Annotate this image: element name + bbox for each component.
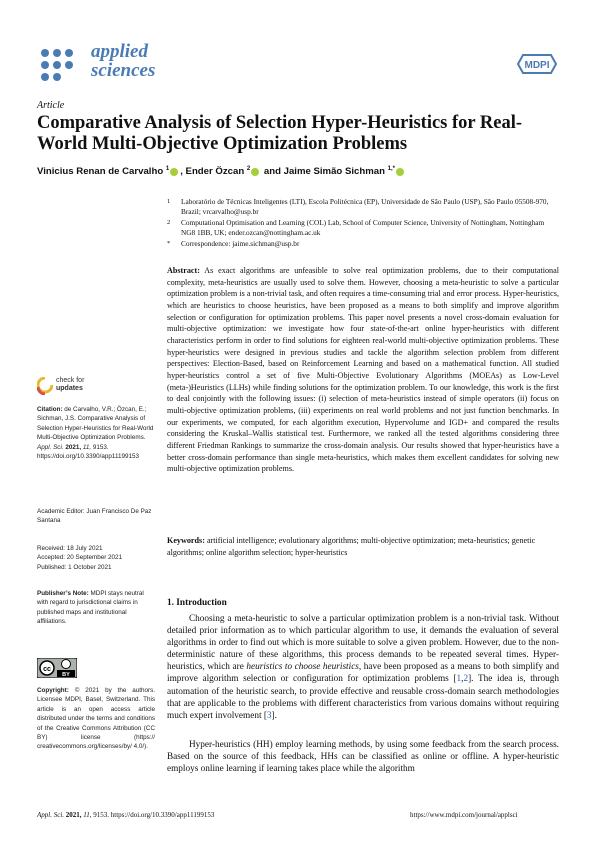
author-affiliation-mark: 2	[246, 166, 251, 172]
affiliation-mark: 2	[167, 219, 171, 226]
orcid-icon[interactable]	[396, 168, 404, 176]
citation-link[interactable]: 1	[456, 674, 462, 685]
dates	[37, 544, 155, 572]
citation-text: de Carvalho, V.R.; Özcan, E.; Sichman, J.S. Comparative Analysis of Selection Hyper-Heuristics for Real-World Multi-Objective Optimization Problems.	[37, 406, 154, 442]
mdpi-logo	[517, 53, 557, 75]
citation-link[interactable]: 2	[463, 674, 469, 685]
received-date: Received: 18 July 2021	[37, 545, 103, 552]
intro-paragraph-2	[167, 739, 559, 775]
published-date: Published: 1 October 2021	[37, 563, 112, 571]
footer-doi[interactable]: 9153. https://doi.org/10.3390/app11199153	[93, 811, 215, 819]
check-line2: updates	[56, 385, 83, 392]
copyright-block	[37, 686, 155, 752]
abstract	[167, 265, 559, 475]
editor-name: Juan Francisco De Paz Santana	[37, 508, 152, 525]
author-name[interactable]: Ender Özcan	[185, 166, 245, 178]
journal-name-line1: applied	[91, 41, 148, 62]
academic-editor	[37, 507, 155, 526]
footer-citation	[37, 811, 214, 819]
publisher-note	[37, 589, 155, 627]
abstract-text: As exact algorithms are unfeasible to solve real optimization problems, due to their computational complexity, meta-heuristics are usually used to solve them. However, choosing a meta-heuristic to solve a particular optimization problem is a non-trivial task, and often requires a time-consuming trial and error process. Hyper-heuristics, which are heuristics to choose heuristics, have been proposed as a means to both simplify and improve algorithm selection or configuration for optimization problems. This paper novel presents a novel cross-domain evaluation for multi-objective optimization: we investigate how four state-of-the-art online hyper-heuristics with different characteristics perform in order to find solutions for eighteen real-world multi-objective optimization problems. These hyper-heuristics were designed in previous studies and tackle the algorithm selection problem from different perspectives: Election-Based, based on Reinforcement Learning and based on a mathematical function. All studied hyper-heuristics control a set of five Multi-Objective Evolutionary Algorithms (MOEAs) as Low-Level (meta-)Heuristics (LLHs) while finding solutions for the optimization problem. To our knowledge, this work is the first to deal conjointly with the following issues: (i) selection of meta-heuristics instead of simple operators (ii) focus on multi-objective optimization problems, (iii) experiments on real world problems and not just function benchmarks. In our experiments, we computed, for each algorithm execution, Hypervolume and IGD+ and compared the results considering the Kruskal–Wallis statistical test. Furthermore, we ranked all the tested algorithms considering three different Friedman Rankings to summarize the cross-domain analysis. Our results showed that hyper-heuristics have a better cross-domain performance than single meta-heuristics, which makes them excellent candidates for solving new multi-objective optimization problems.	[167, 266, 559, 474]
publisher-name: MDPI	[524, 60, 550, 71]
cc-label: cc	[43, 666, 51, 673]
journal-name	[91, 42, 155, 80]
editor-label: Academic Editor:	[37, 508, 85, 515]
section-heading: 1. Introduction	[167, 598, 227, 608]
orcid-icon[interactable]	[251, 168, 259, 176]
affiliation-item	[167, 218, 557, 238]
ref-separator: ,	[461, 674, 464, 685]
copyright-label: Copyright:	[37, 687, 69, 694]
copyright-text: © 2021 by the authors. Licensee MDPI, Basel, Switzerland. This article is an open access article distributed under the terms and conditions of the Creative Commons Attribution (CC BY) license (https:// creativecommons.org/licenses/by/ 4.0/).	[37, 687, 155, 751]
affiliation-text: Correspondence: jaime.sichman@usp.br	[181, 239, 300, 248]
journal-logo-icon	[37, 43, 87, 83]
intro-p1-part-b: , have been proposed as a means to both simplify and improve algorithm selection or configuration for optimization problems [	[167, 662, 559, 685]
author-name[interactable]: Jaime Simão Sichman	[283, 166, 385, 178]
abstract-label: Abstract:	[167, 266, 200, 275]
citation-journal: Appl. Sci.	[37, 443, 64, 451]
author-affiliation-mark: 1	[165, 166, 170, 172]
intro-p1-part-c: ]. The idea is, through automation of the heuristic search, to provide effective and reusable cross-domain search methodologies that are applicable to the problems with different characteristics from various domains without requiring much expert involvement [	[167, 674, 559, 721]
by-label: BY	[62, 672, 70, 678]
footer-journal-url[interactable]: https://www.mdpi.com/journal/applsci	[410, 811, 518, 819]
intro-paragraph-1	[167, 613, 559, 722]
publisher-note-label: Publisher’s Note:	[37, 590, 89, 597]
citation-label: Citation:	[37, 406, 63, 413]
citation-block	[37, 405, 155, 461]
cc-by-license-icon[interactable]	[37, 658, 77, 678]
publisher-note-text: MDPI stays neutral with regard to jurisdictional claims in published maps and institutional affiliations.	[37, 590, 144, 626]
footer-year: 2021,	[65, 811, 82, 819]
citation-link[interactable]: 3	[266, 710, 272, 721]
footer-journal: Appl. Sci.	[37, 811, 65, 819]
intro-p1-part-d: ].	[271, 710, 277, 721]
article-type: Article	[37, 100, 65, 111]
paper-title: Comparative Analysis of Selection Hyper-Heuristics for Real-World Multi-Objective Optimization Problems	[37, 113, 523, 154]
citation-year: 2021,	[65, 443, 82, 451]
affiliation-item	[167, 197, 557, 217]
citation-volume: 11,	[82, 443, 92, 451]
keywords	[167, 535, 559, 558]
author-affiliation-mark: 1,*	[387, 166, 395, 172]
citation-doi[interactable]: 9153. https://doi.org/10.3390/app11199153	[37, 443, 140, 461]
check-for-updates-label[interactable]	[56, 377, 84, 393]
accepted-date: Accepted: 20 September 2021	[37, 554, 123, 562]
author-name[interactable]: Vinicius Renan de Carvalho	[37, 166, 164, 178]
orcid-icon[interactable]	[170, 168, 178, 176]
affiliation-item	[167, 239, 557, 249]
authors-and: and	[263, 166, 281, 178]
affiliations	[167, 197, 557, 249]
intro-p1-part-a: Choosing a meta-heuristic to solve a particular optimization problem is a non-trivial task. Without detailed prior information as to which particular algorithm to use, it demands the evaluation of several algorithms in order to find out which is more suitable to solve a given problem. However, due to the non-deterministic nature of these algorithms, this process demands to be repeated several times. Hyper-heuristics, which are	[167, 614, 559, 673]
author-list: Vinicius Renan de Carvalho $^1$ , Ender Özcan $^2$ and Jaime Simão Sichman $^{1,*}$	[37, 166, 557, 177]
intro-p1-emphasis: heuristics to choose heuristics	[246, 662, 359, 673]
affiliation-text: Computational Optimisation and Learning (COL) Lab, School of Computer Science, University of Nottingham, Nottingham NG8 1BB, UK; ender.ozcan@nottingham.ac.uk	[181, 218, 545, 237]
affiliation-text: Laboratório de Técnicas Inteligentes (LTI), Escola Politécnica (EP), Universidade de São Paulo (USP), São Paulo 05508-970, Brazil; vrcarvalho@usp.br	[181, 197, 549, 216]
check-for-updates-icon[interactable]	[37, 377, 53, 395]
cc-badge	[37, 658, 77, 678]
affiliation-mark: 1	[167, 198, 171, 205]
footer-volume: 11,	[83, 811, 92, 819]
journal-name-line2: sciences	[91, 60, 156, 81]
affiliation-mark: *	[167, 240, 171, 247]
intro-p2-text: Hyper-heuristics (HH) employ learning methods, by using some feedback from the search process. Based on the source of this feedback, HHs can be classified as online or offline. A hyper-heuristic employs online learning if learning takes place while the algorithm	[167, 740, 559, 775]
keywords-text: artificial intelligence; evolutionary algorithms; multi-objective optimization; meta-heuristics; genetic algorithms; online algorithm selection; hyper-heuristics	[167, 536, 536, 557]
check-line1: check for	[56, 377, 85, 384]
keywords-label: Keywords:	[167, 536, 205, 545]
